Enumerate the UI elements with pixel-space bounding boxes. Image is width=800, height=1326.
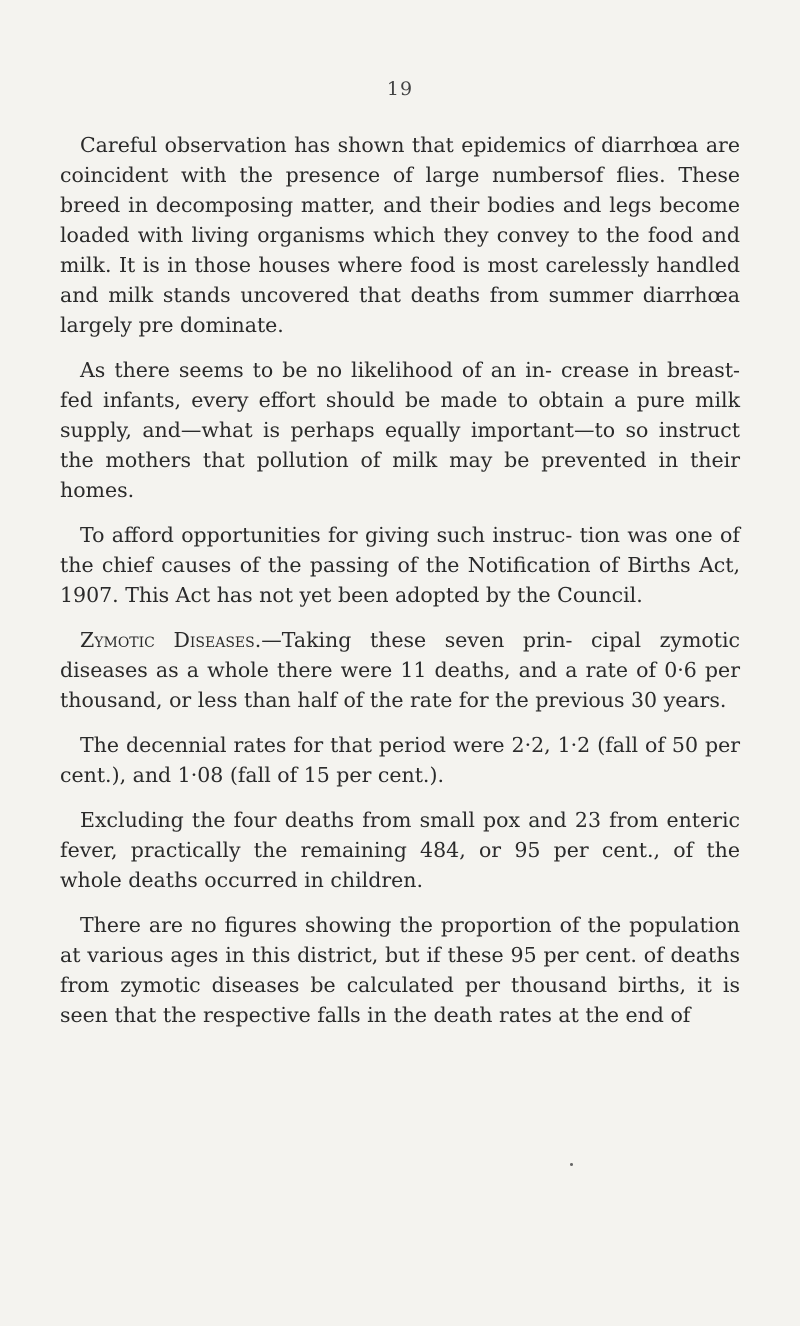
paragraph-zymotic-diseases — [60, 625, 740, 715]
section-heading-zymotic: Zymotic Diseases. — [80, 628, 262, 652]
paragraph-notification-act: To afford opportunities for giving such instruc- tion was one of the chief causes of the passing of the Notification of Births Act, 1907. This Act has not yet been adopted by the Council. — [60, 523, 740, 607]
paragraph-excluding-deaths: Excluding the four deaths from small pox and 23 from enteric fever, practically the remaining 484, or 95 per cent., of the whole deaths occurred in children. — [60, 808, 740, 892]
paragraph-decennial-rates: The decennial rates for that period were 2·2, 1·2 (fall of 50 per cent.), and 1·08 (fall of 15 per cent.). — [60, 733, 740, 787]
paragraph-population-figures: There are no figures showing the proportion of the population at various ages in this district, but if these 95 per cent. of deaths from zymotic diseases be calculated per thousand births, it is seen that the respective falls in the death rates at the end of — [60, 913, 740, 1027]
body-text — [60, 130, 740, 1045]
paragraph-milk-supply: As there seems to be no likelihood of an in- crease in breast-fed infants, every effort should be made to obtain a pure milk supply, and—what is perhaps equally important—to so instruct the mothers that pollution of milk may be prevented in their homes. — [60, 358, 740, 502]
paragraph-diarrhoea-flies: Careful observation has shown that epidemics of diarrhœa are coincident with the presence of large numbersof flies. These breed in decomposing matter, and their bodies and legs become loaded with living organisms which they convey to the food and milk. It is in those houses where food is most carelessly handled and milk stands uncovered that deaths from summer diarrhœa largely pre dominate. — [60, 133, 740, 337]
paragraph-zymotic-text: —Taking these seven prin- cipal zymotic diseases as a whole there were 11 deaths, and a rate of 0·6 per thousand, or less than half of the rate for the previous 30 years. — [60, 628, 741, 712]
ink-speck — [570, 1163, 573, 1166]
page-number: 19 — [386, 78, 414, 100]
